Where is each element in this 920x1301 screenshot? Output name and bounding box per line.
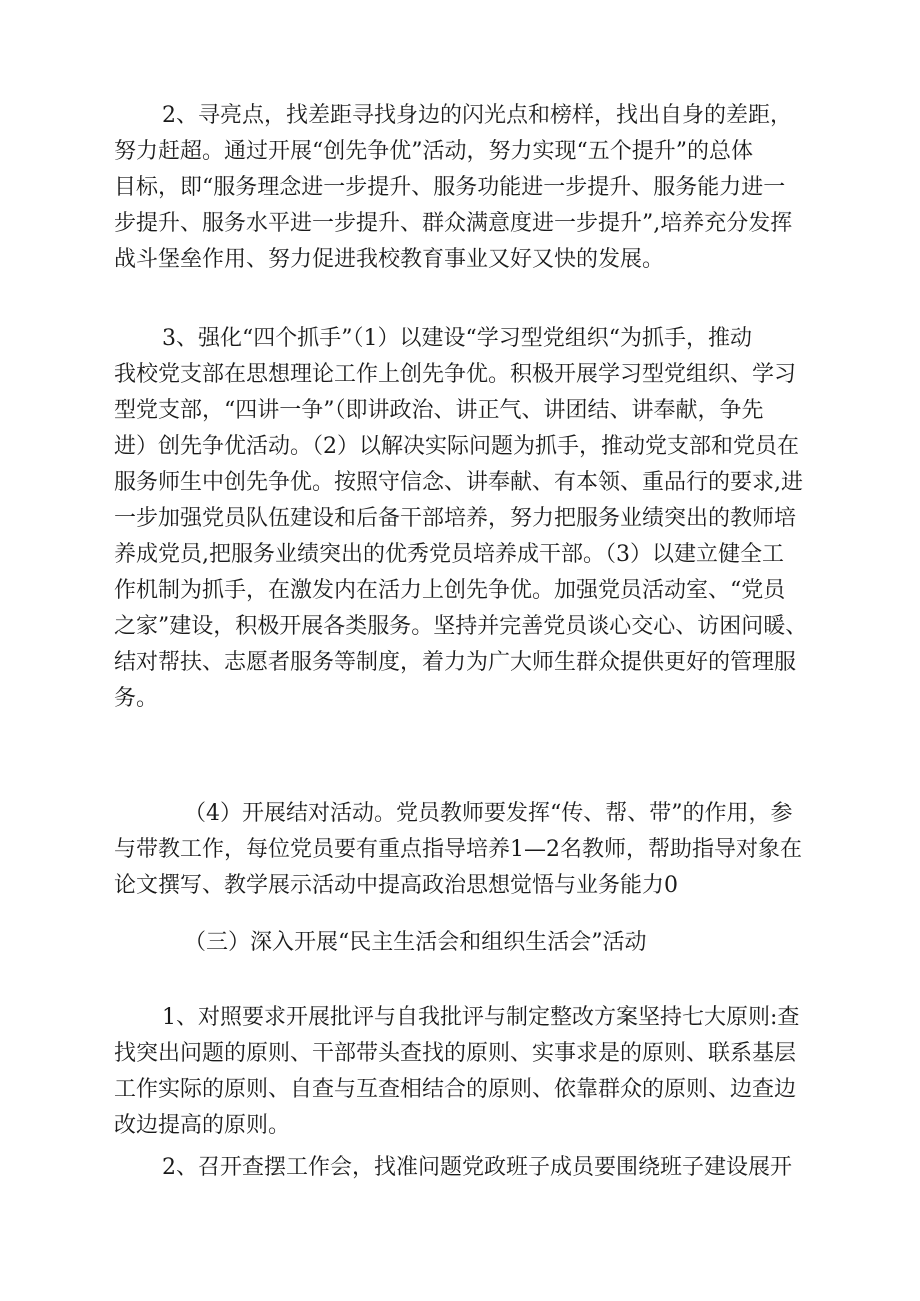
text-line: 服务师生中创先争优。按照守信念、讲奉献、有本领、重品行的要求,进: [114, 470, 803, 495]
text-line: 2、召开查摆工作会，找准问题党政班子成员要围绕班子建设展开: [162, 1155, 792, 1180]
text-line: 工作实际的原则、自查与互查相结合的原则、依靠群众的原则、边查边: [114, 1077, 797, 1102]
text-line: 养成党员,把服务业绩突出的优秀党员培养成干部。（3）以建立健全工: [114, 542, 784, 567]
paragraph-pairing-activity: [114, 796, 828, 904]
text-line: 目标，即“服务理念进一步提升、服务功能进一步提升、服务能力进一: [114, 175, 786, 200]
text-line: 努力赶超。通过开展“创先争优”活动，努力实现“五个提升”的总体: [114, 139, 753, 164]
paragraph-find-highlights: [114, 98, 828, 278]
text-line: 型党支部，“四讲一争”（即讲政治、讲正气、讲团结、讲奉献，争先: [114, 398, 764, 423]
text-line: 改边提高的原则。: [114, 1113, 291, 1138]
text-line: 1、对照要求开展批评与自我批评与制定整改方案坚持七大原则:查: [162, 1005, 800, 1030]
text-line: 一步加强党员队伍建设和后备干部培养，努力把服务业绩突出的教师培: [114, 506, 797, 531]
paragraph-review-meeting: [114, 1150, 828, 1186]
text-line: 战斗堡垒作用、努力促进我校教育事业又好又快的发展。: [114, 247, 665, 272]
text-line: 务。: [114, 686, 159, 711]
text-line: 步提升、服务水平进一步提升、群众满意度进一步提升”,培养充分发挥: [114, 211, 793, 236]
paragraph-four-levers: [114, 321, 828, 717]
text-line: 论文撰写、教学展示活动中提高政治思想觉悟与业务能力0: [114, 873, 678, 898]
text-line: 我校党支部在思想理论工作上创先争优。积极开展学习型党组织、学习: [114, 362, 797, 387]
section-heading-text: （三）深入开展“民主生活会和组织生活会”活动: [184, 930, 647, 955]
text-line: 2、寻亮点，找差距寻找身边的闪光点和榜样，找出自身的差距，: [162, 103, 792, 128]
text-line: 结对帮扶、志愿者服务等制度，着力为广大师生群众提供更好的管理服: [114, 650, 797, 675]
text-line: 与带教工作，每位党员要有重点指导培养1—2名教师，帮助指导对象在: [114, 837, 802, 862]
section-heading: [114, 925, 828, 961]
text-line: （4）开展结对活动。党员教师要发挥“传、帮、带”的作用，参: [184, 801, 793, 826]
text-line: 找突出问题的原则、干部带头查找的原则、实事求是的原则、联系基层: [114, 1041, 797, 1066]
text-line: 进）创先争优活动。（2）以解决实际问题为抓手，推动党支部和党员在: [114, 434, 799, 459]
text-line: 之家”建设，积极开展各类服务。坚持并完善党员谈心交心、访困问暖、: [114, 614, 808, 639]
text-line: 3、强化“四个抓手”（1）以建设“学习型党组织“为抓手，推动: [162, 326, 752, 351]
paragraph-criticism: [114, 1000, 828, 1144]
text-line: 作机制为抓手，在激发内在活力上创先争优。加强党员活动室、“党员: [114, 578, 786, 603]
